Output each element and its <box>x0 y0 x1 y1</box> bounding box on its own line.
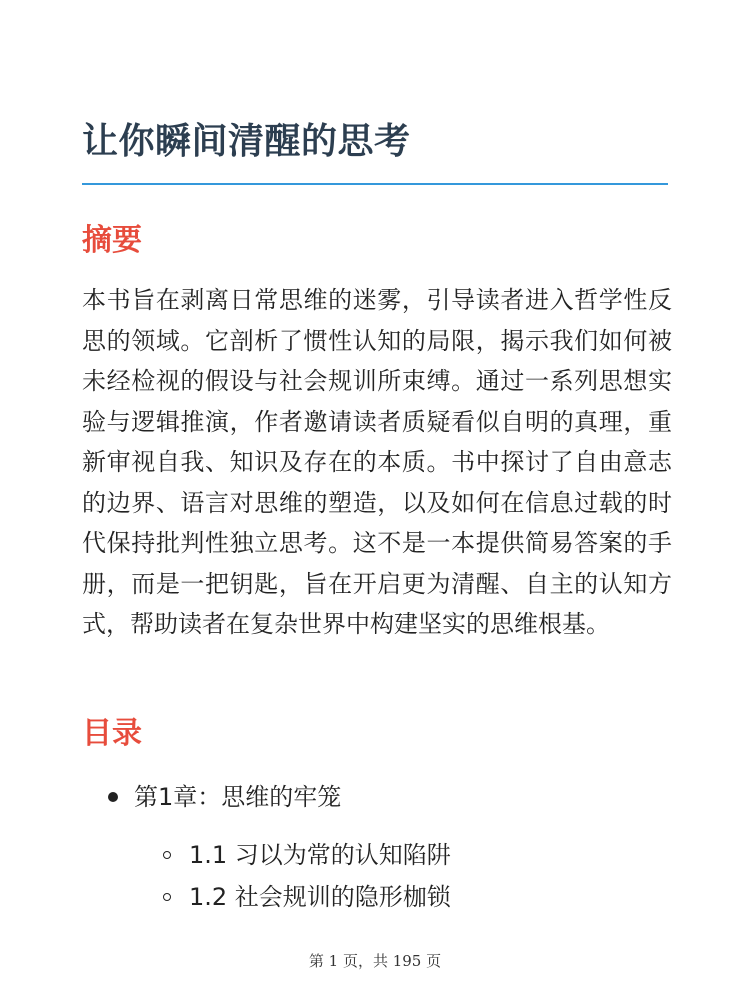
abstract-heading: 摘要 <box>82 223 142 258</box>
abstract-body: 本书旨在剥离日常思维的迷雾，引导读者进入哲学性反思的领域。它剖析了惯性认知的局限，揭示我们如何被未经检视的假设与社会规训所束缚。通过一系列思想实验与逻辑推演，作者邀请读者质疑看似自明的真理，重新审视自我、知识及存在的本质。书中探讨了自由意志的边界、语言对思维的塑造，以及如何在信息过载的时代保持批判性独立思考。这不是一本提供简易答案的手册，而是一把钥匙，旨在开启更为清醒、自主的认知方式，帮助读者在复杂世界中构建坚实的思维根基。 <box>82 286 672 638</box>
document-title: 让你瞬间清醒的思考 <box>82 121 411 162</box>
toc-chapter-item[interactable]: 第1章：思维的牢笼 <box>134 783 342 811</box>
toc-section-item[interactable]: 1.1 习以为常的认知陷阱 <box>189 841 451 869</box>
bullet-circle-icon <box>163 851 171 859</box>
title-divider <box>82 183 668 185</box>
bullet-disc-icon <box>108 792 118 802</box>
bullet-circle-icon <box>163 893 171 901</box>
toc-heading: 目录 <box>82 716 142 751</box>
page-footer: 第 1 页，共 195 页 <box>308 952 442 970</box>
toc-section-item[interactable]: 1.2 社会规训的隐形枷锁 <box>189 883 451 911</box>
